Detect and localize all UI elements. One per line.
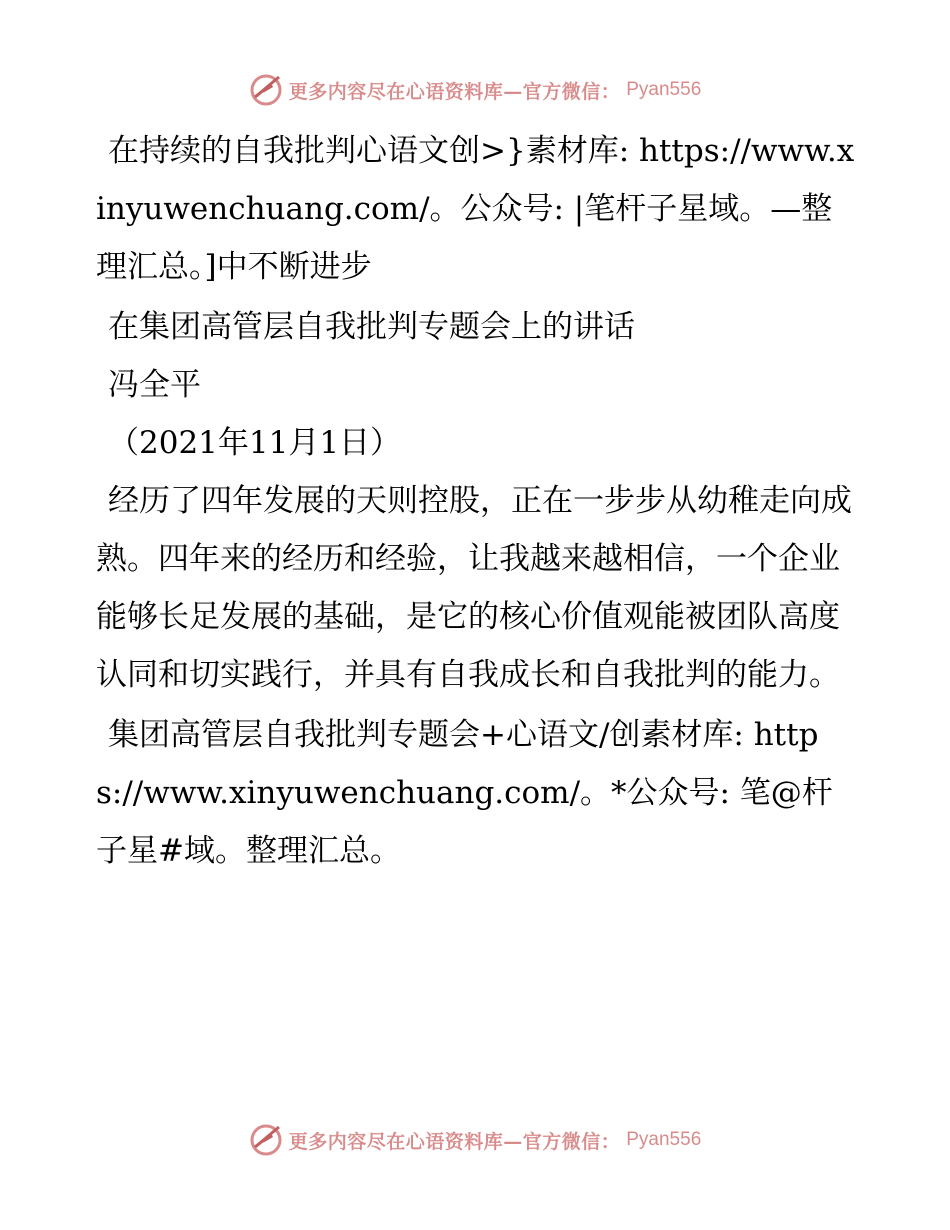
quill-logo-icon xyxy=(249,1123,283,1157)
quill-logo-icon xyxy=(249,73,283,107)
header-watermark xyxy=(0,70,950,110)
watermark-text: 更多内容尽在心语资料库—官方微信： xyxy=(288,1130,621,1153)
speech-date: （2021年11月1日） xyxy=(108,425,402,461)
intro-paragraph: 在持续的自我批判心语文创>}素材库: https://www.xinyuwenchuang.com/。公众号: |笔杆子星域。—整理汇总。]中不断进步 xyxy=(96,133,855,285)
body-paragraph-1: 经历了四年发展的天则控股，正在一步步从幼稚走向成熟。四年来的经历和经验，让我越来越相信，一个企业能够长足发展的基础，是它的核心价值观能被团队高度认同和切实践行，并具有自我成长和自我批判的能力。 xyxy=(96,483,852,693)
document-body xyxy=(96,122,856,882)
watermark-wechat-id: Pyan556 xyxy=(626,1129,702,1150)
watermark-group xyxy=(249,1123,702,1157)
watermark-group xyxy=(249,73,702,107)
body-paragraph-2: 集团高管层自我批判专题会+心语文/创素材库: https://www.xinyuwenchuang.com/。*公众号: 笔@杆子星#域。整理汇总。 xyxy=(96,717,833,869)
speech-title: 在集团高管层自我批判专题会上的讲话 xyxy=(108,309,635,345)
footer-watermark xyxy=(0,1120,950,1160)
speech-author: 冯全平 xyxy=(108,367,201,403)
watermark-wechat-id: Pyan556 xyxy=(626,79,702,100)
watermark-text: 更多内容尽在心语资料库—官方微信： xyxy=(288,80,621,103)
